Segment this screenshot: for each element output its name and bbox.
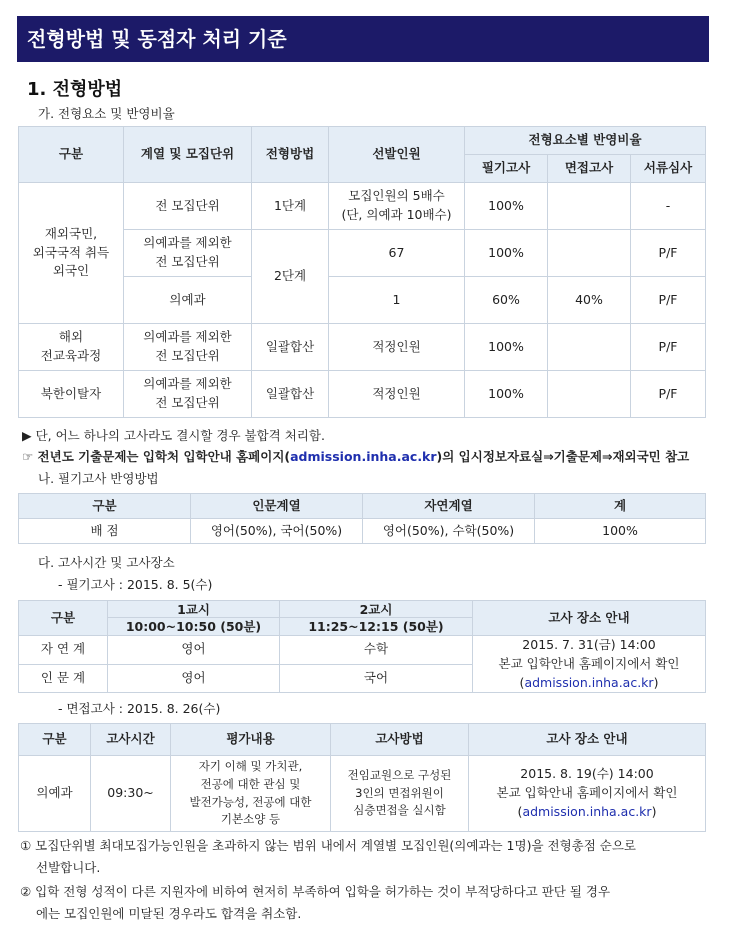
past-exam-note-prefix: ☞ 전년도 기출문제는 입학처 입학안내 홈페이지( bbox=[22, 449, 291, 464]
col-category: 구분 bbox=[19, 494, 191, 519]
table-row bbox=[19, 756, 706, 832]
place-link-line: (admission.inha.ac.kr) bbox=[519, 674, 659, 690]
cell-dept: 전 모집단위 bbox=[124, 183, 252, 230]
col-period2: 2교시 bbox=[280, 601, 473, 618]
place-info: 본교 입학안내 홈페이지에서 확인 bbox=[496, 785, 678, 801]
footnote-2-line1: ② 입학 전형 성적이 다른 지원자에 비하여 현저히 부족하여 입학을 허가하는 것이 부적당하다고 판단 될 경우 bbox=[20, 884, 611, 899]
cell-dept: 의예과 bbox=[124, 277, 252, 324]
cell-content: 자기 이해 및 가치관, 전공에 대한 관심 및 발전가능성, 전공에 대한 기본소양 등 bbox=[171, 756, 331, 832]
cell-period1: 영어 bbox=[108, 636, 280, 665]
cell-docs: - bbox=[631, 183, 706, 230]
admission-link[interactable]: admission.inha.ac.kr bbox=[524, 674, 654, 690]
table-row bbox=[19, 519, 706, 544]
col-category: 구분 bbox=[19, 724, 91, 756]
footnote-1-line2: 선발합니다. bbox=[36, 860, 101, 875]
col-period2-time: 11:25~12:15 (50분) bbox=[280, 618, 473, 636]
footnote-1-line1: ① 모집단위별 최대모집가능인원을 초과하지 않는 범위 내에서 계열별 모집인원(의예과는 1명)을 전형총점 순으로 bbox=[20, 838, 636, 853]
cell-group: 해외 전교육과정 bbox=[19, 324, 124, 371]
col-humanities: 인문계열 bbox=[191, 494, 363, 519]
cell-interview bbox=[548, 183, 631, 230]
cell-humanities: 영어(50%), 국어(50%) bbox=[191, 519, 363, 544]
cell-method: 2단계 bbox=[252, 230, 329, 324]
cell-method: 일괄합산 bbox=[252, 371, 329, 418]
cell-written: 100% bbox=[465, 230, 548, 277]
col-time: 고사시간 bbox=[91, 724, 171, 756]
col-science: 자연계열 bbox=[363, 494, 535, 519]
admission-link[interactable]: admission.inha.ac.kr bbox=[522, 803, 652, 819]
col-interview: 면접고사 bbox=[548, 155, 631, 183]
cell-dept: 의예과를 제외한 전 모집단위 bbox=[124, 371, 252, 418]
subsection-na: 나. 필기고사 반영방법 bbox=[38, 471, 159, 486]
past-exam-note bbox=[22, 447, 689, 465]
col-content: 평가내용 bbox=[171, 724, 331, 756]
interview-date: - 면접고사 : 2015. 8. 26(수) bbox=[58, 701, 221, 716]
cell-dept: 의예과를 제외한 전 모집단위 bbox=[124, 324, 252, 371]
subsection-da: 다. 고사시간 및 고사장소 bbox=[38, 555, 175, 570]
col-category: 구분 bbox=[19, 601, 108, 636]
cell-science: 영어(50%), 수학(50%) bbox=[363, 519, 535, 544]
cell-method: 1단계 bbox=[252, 183, 329, 230]
col-method: 고사방법 bbox=[331, 724, 469, 756]
cell-docs: P/F bbox=[631, 277, 706, 324]
cell-category: 자 연 계 bbox=[19, 636, 108, 665]
col-total: 계 bbox=[535, 494, 706, 519]
written-exam-date: - 필기고사 : 2015. 8. 5(수) bbox=[58, 577, 213, 592]
cell-dept: 의예과를 제외한 전 모집단위 bbox=[124, 230, 252, 277]
col-count: 선발인원 bbox=[329, 127, 465, 183]
place-date: 2015. 8. 19(수) 14:00 bbox=[520, 766, 654, 782]
col-period1: 1교시 bbox=[108, 601, 280, 618]
cell-method: 전임교원으로 구성된 3인의 면접위원이 심층면접을 실시함 bbox=[331, 756, 469, 832]
absence-note: ▶ 단, 어느 하나의 고사라도 결시할 경우 불합격 처리함. bbox=[22, 428, 325, 443]
subsection-ga: 가. 전형요소 및 반영비율 bbox=[38, 106, 175, 121]
cell-period2: 수학 bbox=[280, 636, 473, 665]
col-category: 구분 bbox=[19, 127, 124, 183]
table-row bbox=[19, 636, 706, 665]
cell-docs: P/F bbox=[631, 371, 706, 418]
col-docs: 서류심사 bbox=[631, 155, 706, 183]
table-row bbox=[19, 183, 706, 230]
table-row bbox=[19, 324, 706, 371]
table-row bbox=[19, 371, 706, 418]
written-exam-schedule-table bbox=[18, 600, 706, 693]
cell-interview bbox=[548, 324, 631, 371]
section-title: 1. 전형방법 bbox=[27, 79, 123, 100]
cell-period1: 영어 bbox=[108, 664, 280, 693]
cell-count: 모집인원의 5배수 (단, 의예과 10배수) bbox=[329, 183, 465, 230]
interview-schedule-table bbox=[18, 723, 706, 832]
cell-group: 북한이탈자 bbox=[19, 371, 124, 418]
cell-time: 09:30~ bbox=[91, 756, 171, 832]
cell-count: 1 bbox=[329, 277, 465, 324]
cell-place bbox=[469, 756, 706, 832]
cell-count: 적정인원 bbox=[329, 371, 465, 418]
cell-category: 인 문 계 bbox=[19, 664, 108, 693]
cell-place bbox=[473, 636, 706, 693]
cell-docs: P/F bbox=[631, 230, 706, 277]
cell-count: 적정인원 bbox=[329, 324, 465, 371]
cell-docs: P/F bbox=[631, 324, 706, 371]
cell-interview: 40% bbox=[548, 277, 631, 324]
cell-category: 의예과 bbox=[19, 756, 91, 832]
place-date: 2015. 7. 31(금) 14:00 bbox=[522, 637, 656, 652]
cell-written: 100% bbox=[465, 183, 548, 230]
footnote-2-line2: 에는 모집인원에 미달된 경우라도 합격을 취소함. bbox=[36, 906, 302, 921]
place-info: 본교 입학안내 홈페이지에서 확인 bbox=[498, 655, 680, 671]
written-exam-table bbox=[18, 493, 706, 544]
selection-ratio-table bbox=[18, 126, 706, 418]
place-link-line: (admission.inha.ac.kr) bbox=[517, 803, 657, 819]
cell-period2: 국어 bbox=[280, 664, 473, 693]
col-dept: 계열 및 모집단위 bbox=[124, 127, 252, 183]
cell-total: 100% bbox=[535, 519, 706, 544]
cell-count: 67 bbox=[329, 230, 465, 277]
col-place: 고사 장소 안내 bbox=[469, 724, 706, 756]
past-exam-note-suffix: )의 입시정보자료실⇒기출문제⇒재외국민 참고 bbox=[436, 449, 690, 464]
col-period1-time: 10:00~10:50 (50분) bbox=[108, 618, 280, 636]
cell-written: 100% bbox=[465, 324, 548, 371]
admission-link[interactable]: admission.inha.ac.kr bbox=[290, 449, 437, 464]
col-ratio-group: 전형요소별 반영비율 bbox=[465, 127, 706, 155]
cell-score-label: 배 점 bbox=[19, 519, 191, 544]
cell-interview bbox=[548, 230, 631, 277]
cell-group: 재외국민, 외국국적 취득 외국인 bbox=[19, 183, 124, 324]
col-place: 고사 장소 안내 bbox=[473, 601, 706, 636]
col-method: 전형방법 bbox=[252, 127, 329, 183]
cell-written: 100% bbox=[465, 371, 548, 418]
col-written: 필기고사 bbox=[465, 155, 548, 183]
cell-written: 60% bbox=[465, 277, 548, 324]
cell-interview bbox=[548, 371, 631, 418]
cell-method: 일괄합산 bbox=[252, 324, 329, 371]
page-title-banner: 전형방법 및 동점자 처리 기준 bbox=[17, 16, 709, 62]
